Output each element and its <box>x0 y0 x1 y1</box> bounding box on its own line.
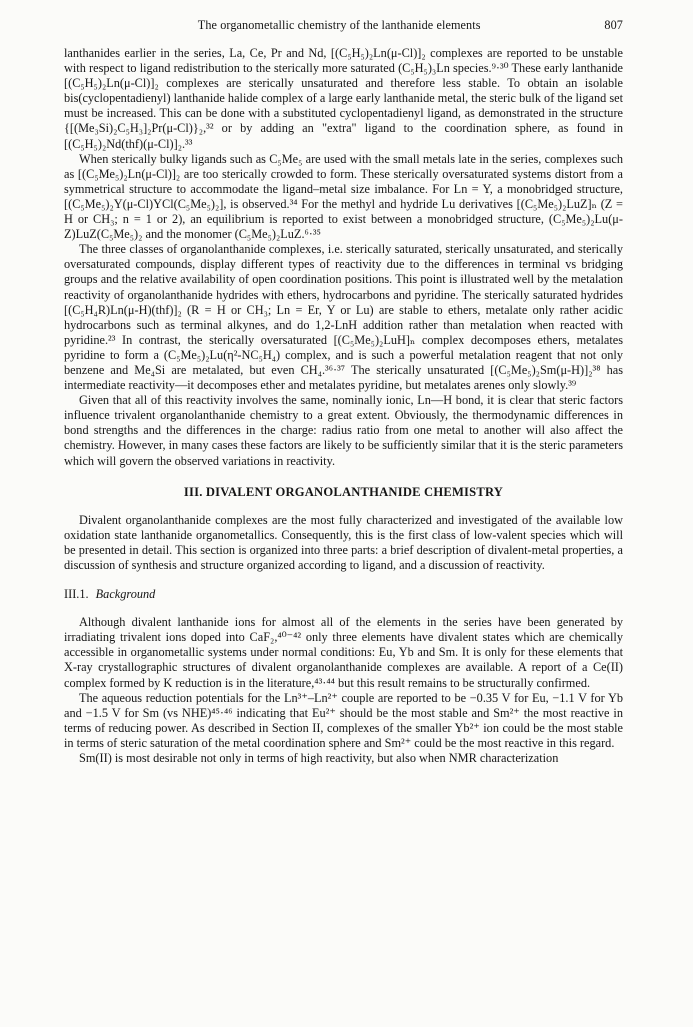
body-text <box>64 46 623 766</box>
page-number: 807 <box>604 18 623 32</box>
paragraph: Divalent organolanthanide complexes are the most fully characterized and investigated of the available low oxidation state lanthanide organometallics. Consequently, this is the first class of low-valent species which will be presented in detail. This section is organized into three parts: a brief description of divalent-metal properties, a discussion of synthesis and structure organized according to ligand, and a discussion of reactivity. <box>64 512 623 572</box>
paragraph: Although divalent lanthanide ions for almost all of the elements in the series have been generated by irradiating trivalent ions doped into CaF₂,⁴⁰⁻⁴² only three elements have divalent states which are chemically accessible in organometallic systems under normal conditions: Eu, Yb and Sm. It is only for these elements that X-ray crystallographic structures of divalent organolanthanide complexes are available. A report of a Ce(II) complex formed by K reduction is in the literature,⁴³·⁴⁴ but this result remains to be structurally confirmed. <box>64 615 623 690</box>
section-heading: III. DIVALENT ORGANOLANTHANIDE CHEMISTRY <box>183 484 504 499</box>
intro-paragraphs <box>64 46 623 469</box>
section-paragraphs <box>64 513 623 573</box>
subsection-number: III.1. <box>64 587 89 602</box>
paragraph: lanthanides earlier in the series, La, Ce, Pr and Nd, [(C₅H₅)₂Ln(μ-Cl)]₂ complexes are reported to be unstable with respect to ligand redistribution to the sterically more saturated (C₅H₅)₃Ln species.⁹·³⁰ These early lanthanide [(C₅H₅)₂Ln(μ-Cl)]₂ complexes are sterically unsaturated and therefore less stable. To obtain an isolable bis(cyclopentadienyl) lanthanide halide complex of a large early lanthanide metal, the steric bulk of the ligand set must be increased. This can be done with a substituted cyclopentadienyl ligand, as demonstrated in the structure {[(Me₃Si)₂C₅H₃]₂Pr(μ-Cl)}₂,³² or by adding an "extra" ligand to the coordination sphere, as found in [(C₅H₅)₂Nd(thf)(μ-Cl)]₂.³³ <box>64 46 623 151</box>
running-header <box>64 18 623 33</box>
subsection-paragraphs <box>64 615 623 766</box>
running-title: The organometallic chemistry of the lanthanide elements <box>197 18 481 32</box>
paragraph: Sm(II) is most desirable not only in terms of high reactivity, but also when NMR characterization <box>79 751 559 766</box>
paragraph: Given that all of this reactivity involves the same, nominally ionic, Ln—H bond, it is clear that steric factors influence trivalent organolanthanide chemistry to a great extent. Obviously, the thermodynamic differences in bond strengths and the differences in the charge: radius ratio from one metal to another will also affect the chemistry. However, in many cases these factors are likely to be sufficiently similar that it is the steric parameters which will govern the observed variations in reactivity. <box>64 393 623 468</box>
paragraph: The aqueous reduction potentials for the Ln³⁺–Ln²⁺ couple are reported to be −0.35 V for Eu, −1.1 V for Yb and −1.5 V for Sm (vs NHE)⁴⁵·⁴⁶ indicating that Eu²⁺ should be the most stable and Sm²⁺ the most reactive in terms of reducing power. As described in Section II, complexes of the smaller Yb²⁺ ion could be the most stable in terms of steric saturation of the metal coordination sphere and Sm²⁺ could be the most reactive in this regard. <box>64 690 623 750</box>
subsection-heading <box>64 587 623 602</box>
paragraph: The three classes of organolanthanide complexes, i.e. sterically saturated, sterically unsaturated, and sterically oversaturated compounds, display different types of reactivity due to the differences in terminal vs bridging groups and the relative availability of open coordination positions. This point is illustrated well by the metalation reactivity of organolanthanide hydrides with ethers, hydrocarbons and pyridine. The sterically saturated hydrides [(C₅H₄R)Ln(μ-H)(thf)]₂ (R = H or CH₃; Ln = Er, Y or Lu) are stable to ethers, metalate only rather acidic hydrocarbons such as terminal alkynes, and do 1,2-LnH addition rather than metalation when reacted with pyridine.²³ In contrast, the sterically oversaturated [(C₅Me₅)₂LuH]ₙ complex decomposes ethers, metalates pyridine to form a (C₅Me₅)₂Lu(η²-NC₅H₄) complex, and is such a powerful metalation reagent that not only benzene and Me₄Si are metalated, but even CH₄.³⁶·³⁷ The sterically unsaturated [(C₅Me₅)₂Sm(μ-H)]₂³⁸ has intermediate reactivity—it decomposes ether and metalates pyridine, but metalates arenes only slowly.³⁹ <box>64 242 623 393</box>
paragraph: When sterically bulky ligands such as C₅Me₅ are used with the small metals late in the series, complexes such as [(C₅Me₅)₂Ln(μ-Cl)]₂ are too sterically crowded to form. These sterically oversaturated systems distort from a symmetrical structure to accommodate the ligand–metal size imbalance. For Ln = Y, a monobridged structure, [(C₅Me₅)₂Y(μ-Cl)YCl(C₅Me₅)₂], is observed.³⁴ For the methyl and hydride Lu derivatives [(C₅Me₅)₂LuZ]ₙ (Z = H or CH₃; n = 1 or 2), an equilibrium is reported to exist between a monobridged structure, (C₅Me₅)₂Lu(μ-Z)LuZ(C₅Me₅)₂ and the monomer (C₅Me₅)₂LuZ.⁶·³⁵ <box>64 151 623 242</box>
subsection-title: Background <box>95 587 156 602</box>
